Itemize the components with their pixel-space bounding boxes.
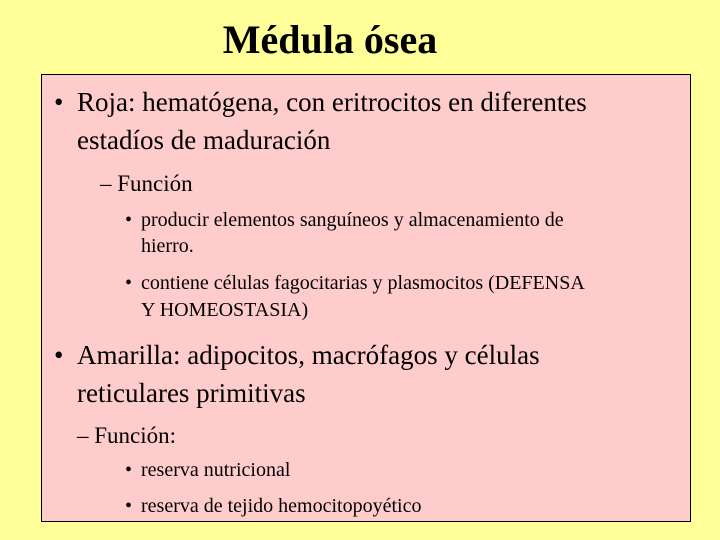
section-heading-amarilla-cont: reticulares primitivas — [77, 378, 306, 408]
item-bullet: • — [125, 272, 133, 294]
list-item: reserva de tejido hemocitopoyético — [141, 495, 422, 517]
list-item-cont: hierro. — [141, 235, 194, 257]
list-item: reserva nutricional — [141, 459, 291, 481]
item-bullet: • — [125, 459, 133, 481]
section-heading-roja: Roja: hematógena, con eritrocitos en diferentes — [77, 87, 587, 117]
item-bullet: • — [125, 209, 133, 231]
section-heading-roja-cont: estadíos de maduración — [77, 125, 331, 155]
item-bullet: • — [125, 495, 133, 517]
section-bullet: • — [54, 87, 64, 117]
content-box — [41, 74, 691, 522]
section-bullet: • — [54, 340, 64, 370]
list-item: producir elementos sanguíneos y almacenamiento de — [141, 209, 564, 231]
sub-label-funcion: – Función — [100, 171, 193, 196]
section-heading-amarilla: Amarilla: adipocitos, macrófagos y células — [77, 340, 540, 370]
list-item: contiene células fagocitarias y plasmocitos (DEFENSA — [141, 272, 585, 294]
sub-label-funcion: – Función: — [77, 423, 177, 448]
slide-title: Médula ósea — [222, 17, 438, 62]
list-item-cont: Y HOMEOSTASIA) — [141, 299, 309, 321]
